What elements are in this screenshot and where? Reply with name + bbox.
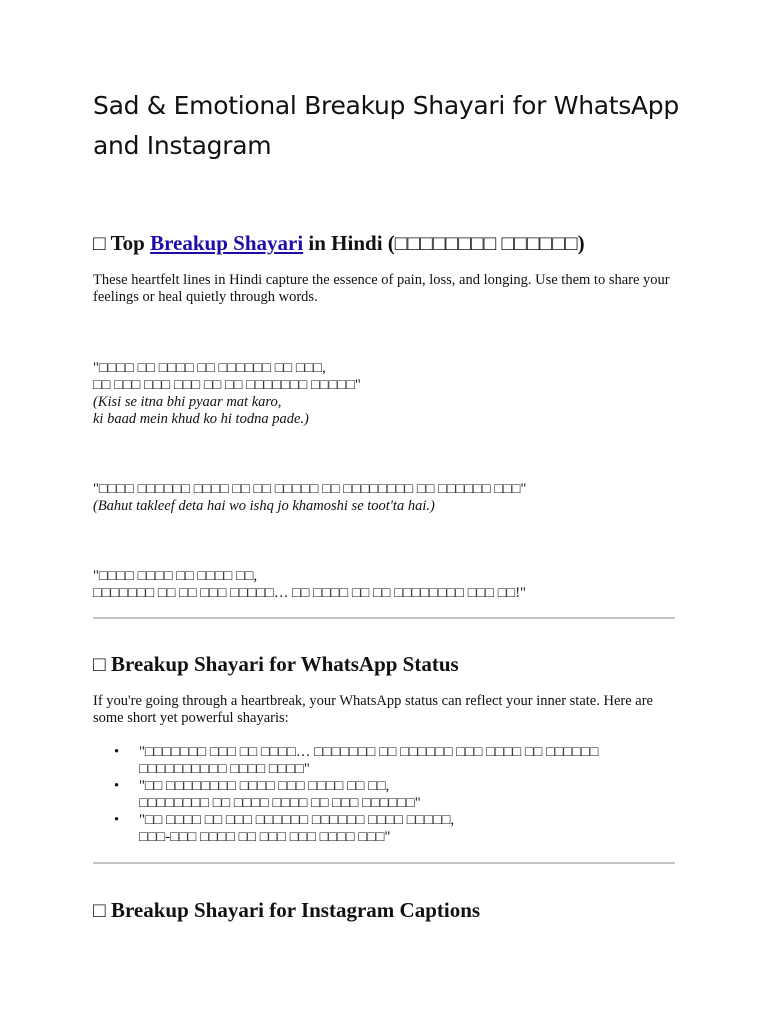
divider [93, 862, 675, 864]
heading-text: Breakup Shayari for Instagram Captions [110, 898, 481, 922]
list-item-line: "□□ □□□□ □□ □□□ □□□□□□ □□□□□□ □□□□ □□□□□, [139, 812, 455, 828]
list-item-line: "□□ □□□□□□□□ □□□□ □□□ □□□□ □□ □□, [139, 778, 390, 794]
quote-line: "□□□□ □□□□□□ □□□□ □□ □□ □□□□□ □□ □□□□□□□□ □□ □□□□□□ □□□" [93, 481, 527, 497]
quote-transliteration: (Bahut takleef deta hai wo ishq jo khamoshi se toot'ta hai.) [93, 498, 435, 514]
heading-prefix: Top [110, 231, 145, 255]
section-heading-whatsapp [93, 651, 459, 677]
list-item-line: □□□□□□□□□□ □□□□ □□□□" [139, 761, 310, 777]
heading-icon: □ [93, 898, 106, 922]
quote-line: □□□□□□□ □□ □□ □□□ □□□□□… □□ □□□□ □□ □□ □□□□□□□□ □□□ □□!" [93, 585, 526, 601]
quote-transliteration: ki baad mein khud ko hi todna pade.) [93, 411, 309, 427]
shayari-quote-3 [93, 568, 683, 602]
bullet: • [114, 744, 120, 760]
heading-icon: □ [93, 231, 106, 255]
section-heading-instagram [93, 897, 480, 923]
heading-icon: □ [93, 652, 106, 676]
shayari-list [93, 744, 683, 846]
quote-transliteration: (Kisi se itna bhi pyaar mat karo, [93, 394, 282, 410]
list-item-line: "□□□□□□□ □□□ □□ □□□□… □□□□□□□ □□ □□□□□□ □□□ □□□□ □□ □□□□□□ [139, 744, 599, 760]
list-item [114, 744, 683, 778]
quote-line: "□□□□ □□ □□□□ □□ □□□□□□ □□ □□□, [93, 360, 326, 376]
quote-line: □□ □□□ □□□ □□□ □□ □□ □□□□□□□ □□□□□" [93, 377, 361, 393]
heading-text: Breakup Shayari for WhatsApp Status [110, 652, 459, 676]
section-heading-top-shayari [93, 230, 585, 256]
list-item [114, 778, 683, 812]
bullet: • [114, 812, 120, 828]
bullet: • [114, 778, 120, 794]
breakup-shayari-link[interactable]: Breakup Shayari [150, 231, 304, 255]
quote-line: "□□□□ □□□□ □□ □□□□ □□, [93, 568, 258, 584]
section-intro: If you're going through a heartbreak, your WhatsApp status can reflect your inner state. Here are some short yet powerful shayaris: [93, 693, 653, 726]
list-item [114, 812, 683, 846]
shayari-quote-1 [93, 360, 683, 428]
list-item-line: □□□-□□□ □□□□ □□ □□□ □□□ □□□□ □□□" [139, 829, 391, 845]
shayari-quote-2 [93, 481, 683, 515]
list-item-line: □□□□□□□□ □□ □□□□ □□□□ □□ □□□ □□□□□□" [139, 795, 421, 811]
heading-suffix: in Hindi (□□□□□□□□ □□□□□□) [308, 231, 585, 255]
section-intro: These heartfelt lines in Hindi capture the essence of pain, loss, and longing. Use them to share your feelings or heal quietly through words. [93, 272, 670, 305]
page-title: Sad & Emotional Breakup Shayari for WhatsApp and Instagram [93, 91, 679, 160]
divider [93, 617, 675, 619]
